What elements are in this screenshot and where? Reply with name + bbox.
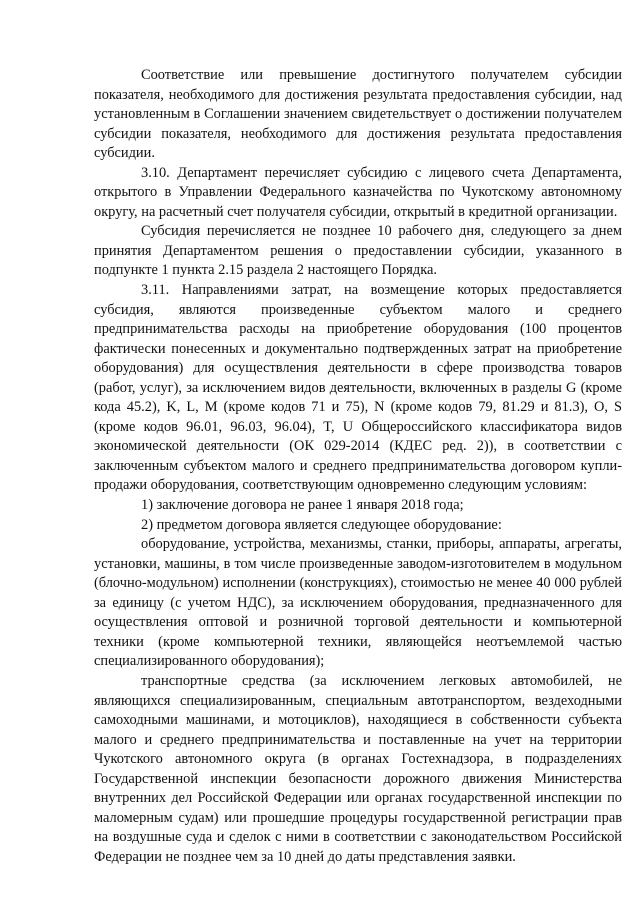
list-item-condition-1: 1) заключение договора не ранее 1 января 2018 года;	[141, 497, 464, 514]
paragraph-3-10: 3.10. Департамент перечисляет субсидию с лицевого счета Департамента, открытого в Управлении Федерального казначейства по Чукотскому автономному округу, на расчетный счет получателя субсидии, открытый в кредитной организации.	[94, 164, 622, 220]
list-item-condition-2: 2) предметом договора является следующее оборудование:	[141, 516, 502, 533]
paragraph-transfer-deadline: Субсидия перечисляется не позднее 10 рабочего дня, следующего за днем принятия Департаментом решения о предоставлении субсидии, указанного в подпункте 1 пункта 2.15 раздела 2 настоящего Порядка.	[94, 223, 622, 279]
paragraph-3-11: 3.11. Направлениями затрат, на возмещение которых предоставляется субсидия, являются произведенные субъектом малого и среднего предпринимательства расходы на приобретение оборудования (100 процентов фактически понесенных и документально подтвержденных затрат на приобретение оборудования) для осуществления деятельности в сфере производства товаров (работ, услуг), за исключением видов деятельности, включенных в разделы G (кроме кода 45.2), K, L, M (кроме кодов 71 и 75), N (кроме кодов 79, 81.29 и 81.3), O, S (кроме кодов 96.01, 96.03, 96.04), T, U Общероссийского классификатора видов экономической деятельности (ОК 029-2014 (КДЕС ред. 2)), в соответствии с заключенным субъектом малого и среднего предпринимательства договором купли-продажи оборудования, соответствующим одновременно следующим условиям:	[94, 282, 622, 494]
paragraph-equipment: оборудование, устройства, механизмы, станки, приборы, аппараты, агрегаты, установки, машины, в том числе произведенные заводом-изготовителем в модульном (блочно-модульном) исполнении (конструкциях), стоимостью не менее 40 000 рублей за единицу (с учетом НДС), за исключением оборудования, предназначенного для осуществления оптовой и розничной торговой деятельности и компьютерной техники (кроме компьютерной техники, являющейся неотъемлемой частью специализированного оборудования);	[94, 536, 622, 670]
paragraph-result-indicator: Соответствие или превышение достигнутого получателем субсидии показателя, необходимого для достижения результата предоставления субсидии, над установленным в Соглашении значением свидетельствует о достижении получателем субсидии показателя, необходимого для достижения результата предоставления субсидии.	[94, 67, 622, 162]
paragraph-vehicles: транспортные средства (за исключением легковых автомобилей, не являющихся специализированным, специальным автотранспортом, вездеходными самоходными машинами, и мотоциклов), находящиеся в собственности субъекта малого и среднего предпринимательства и поставленные на учет на территории Чукотского автономного округа (в органах Гостехнадзора, в подразделениях Государственной инспекции безопасности дорожного движения Министерства внутренних дел Российской Федерации или органах государственной инспекции по маломерным судам) или прошедшие процедуры государственной регистрации прав на воздушные суда и сделок с ними в соответствии с законодательством Российской Федерации не позднее чем за 10 дней до даты представления заявки.	[94, 672, 622, 865]
document-page	[94, 66, 622, 867]
